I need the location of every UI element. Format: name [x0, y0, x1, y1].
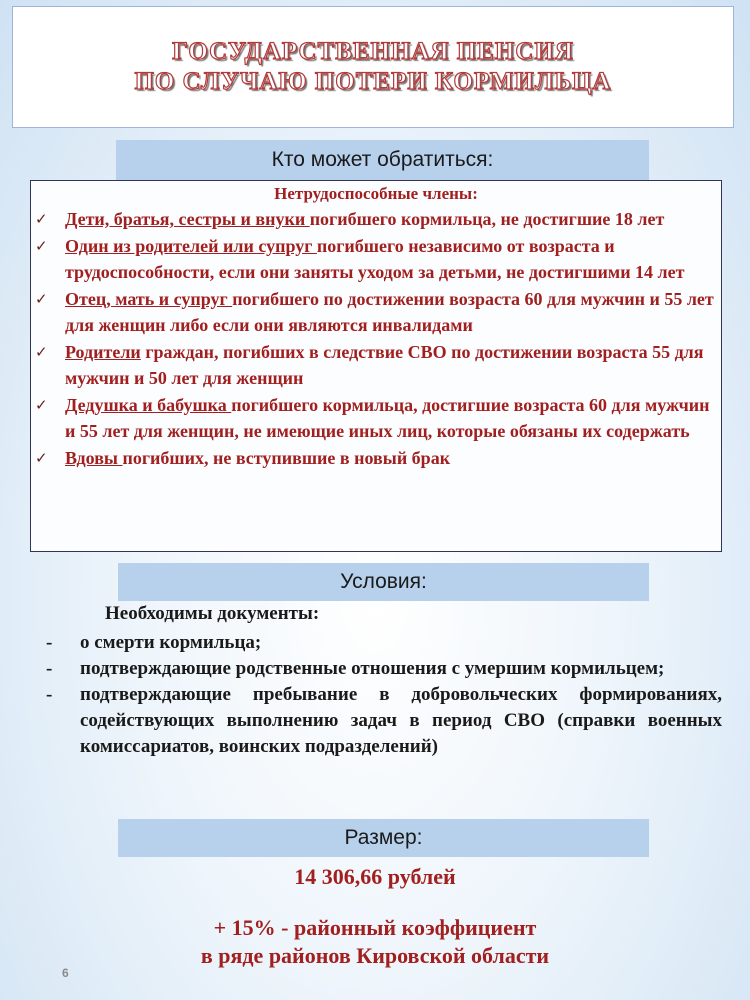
item-emphasis: Родители [65, 341, 141, 362]
checkmark-icon: ✓ [35, 210, 48, 228]
checkmark-icon: ✓ [35, 236, 48, 255]
list-item [40, 682, 722, 760]
pension-amount: 14 306,66 рублей [294, 864, 456, 889]
list-item [31, 233, 721, 286]
list-item [40, 656, 722, 682]
item-emphasis: Вдовы [65, 447, 123, 468]
documents-heading: Необходимы документы: [105, 603, 320, 624]
item-emphasis: Отец, мать и супруг [65, 288, 233, 309]
list-item [31, 206, 721, 233]
item-emphasis: Дедушка и бабушка [65, 394, 232, 415]
item-text: погибшего по достижении возраста 60 для мужчин и 55 лет для женщин либо если они являются инвалидами [65, 288, 714, 335]
item-emphasis: Один из родителей или супруг [65, 235, 317, 256]
checkmark-icon: ✓ [35, 395, 48, 414]
size-bar: Размер: [118, 819, 649, 857]
title-line-1: ГОСУДАРСТВЕННАЯ ПЕНСИЯ [172, 38, 574, 65]
item-text: о смерти кормильца; [80, 632, 262, 653]
list-item [31, 392, 721, 445]
eligible-members-box [30, 180, 722, 552]
item-text: граждан, погибших в следствие СВО по достижении возраста 55 для мужчин и 50 лет для женщин [65, 341, 704, 388]
eligible-list [31, 206, 721, 471]
dash-bullet: - [46, 658, 53, 679]
checkmark-icon: ✓ [35, 342, 48, 361]
item-text: погибшего кормильца, не достигшие 18 лет [309, 209, 665, 229]
regional-coefficient [0, 914, 750, 970]
coefficient-line-1: + 15% - районный коэффициент [213, 915, 537, 940]
item-text: погибшего независимо от возраста и трудоспособности, если они заняты уходом за детьми, не достигшими 14 лет [65, 235, 685, 282]
item-emphasis: Дети, братья, сестры и внуки [65, 209, 310, 229]
who-can-apply-bar: Кто может обратиться: [116, 140, 649, 180]
page-number: 6 [62, 966, 69, 980]
item-text: подтверждающие родственные отношения с умершим кормильцем; [80, 658, 665, 679]
list-item [31, 286, 721, 339]
checkmark-icon: ✓ [35, 289, 48, 308]
dash-bullet: - [46, 632, 53, 653]
item-text: погибшего кормильца, достигшие возраста 60 для мужчин и 55 лет для женщин, не имеющие иных лиц, которые обязаны их содержать [65, 394, 710, 441]
item-text: погибших, не вступившие в новый брак [122, 447, 451, 468]
item-text: подтверждающие пребывание в добровольческих формированиях, содействующих выполнению задач в период СВО (справки военных комиссариатов, воинских подразделений) [80, 684, 722, 757]
eligible-members-heading: Нетрудоспособные члены: [274, 184, 478, 203]
list-item [40, 630, 722, 656]
dash-bullet: - [46, 684, 53, 705]
list-item [31, 445, 721, 472]
title-line-2: ПО СЛУЧАЮ ПОТЕРИ КОРМИЛЬЦА [134, 68, 612, 95]
coefficient-line-2: в ряде районов Кировской области [200, 943, 550, 968]
conditions-bar: Условия: [118, 563, 649, 601]
title-box [12, 6, 734, 128]
checkmark-icon: ✓ [35, 448, 48, 467]
list-item [31, 339, 721, 392]
documents-list [40, 630, 722, 760]
